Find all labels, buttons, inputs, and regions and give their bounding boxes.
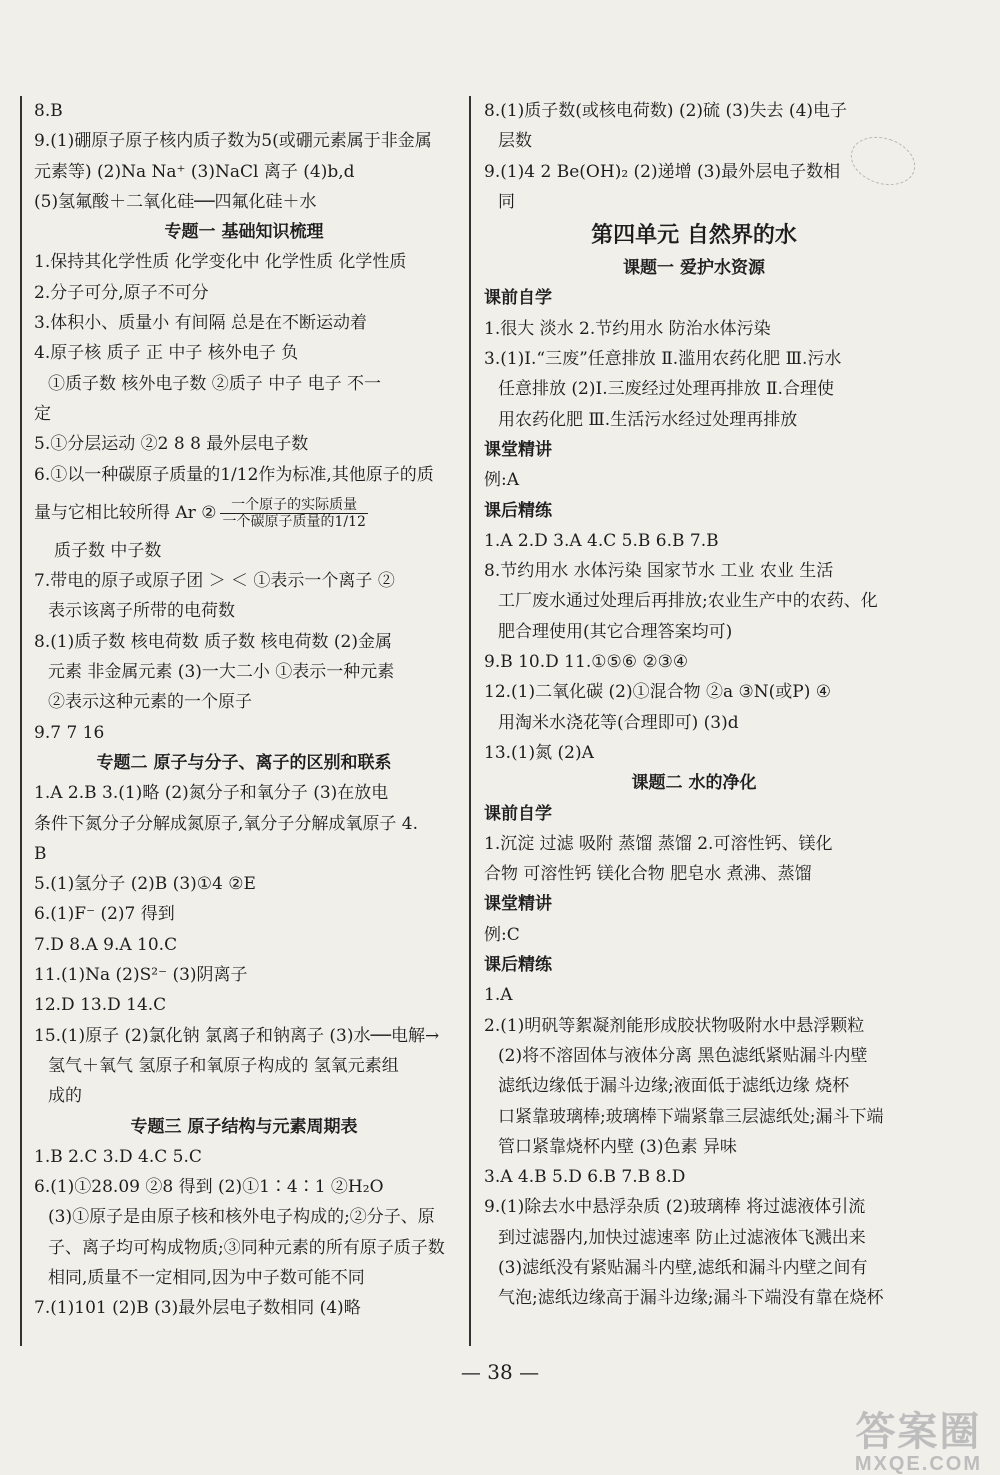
answer-text: 专题一 基础知识梳理 bbox=[164, 222, 324, 243]
answer-line bbox=[34, 960, 454, 990]
answer-line bbox=[34, 460, 454, 490]
answer-text: 1.A 2.D 3.A 4.C 5.B 6.B 7.B bbox=[484, 530, 719, 551]
answer-text: 8.(1)质子数(或核电荷数) (2)硫 (3)失去 (4)电子 bbox=[484, 101, 848, 121]
left-margin-rule bbox=[20, 96, 22, 1346]
answer-line bbox=[484, 889, 904, 919]
answer-text: 表示该离子所带的电荷数 bbox=[48, 601, 235, 622]
answer-line bbox=[484, 526, 904, 556]
answer-text: 例:A bbox=[484, 470, 520, 491]
answer-text: 第四单元 自然界的水 bbox=[591, 222, 797, 249]
answer-text: 合物 可溶性钙 镁化合物 肥皂水 煮沸、蒸馏 bbox=[484, 864, 812, 885]
answer-line bbox=[484, 920, 904, 950]
answer-line bbox=[34, 899, 454, 929]
answer-line bbox=[34, 1172, 454, 1202]
answer-text: 8.B bbox=[34, 101, 63, 121]
answer-line bbox=[484, 1102, 904, 1132]
answer-line bbox=[484, 405, 904, 435]
answer-text: 13.(1)氮 (2)A bbox=[484, 742, 594, 763]
answer-line bbox=[484, 1283, 904, 1313]
answer-text: 6.(1)F⁻ (2)7 得到 bbox=[34, 904, 175, 925]
answer-text: B bbox=[34, 843, 47, 864]
answer-text: 质子数 中子数 bbox=[54, 540, 162, 561]
answer-line bbox=[484, 435, 904, 465]
answer-line bbox=[34, 1112, 454, 1142]
answer-text: 9.(1)4 2 Be(OH)₂ (2)递增 (3)最外层电子数相 bbox=[484, 161, 841, 182]
answer-text: 管口紧靠烧杯内壁 (3)色素 异味 bbox=[498, 1136, 737, 1157]
answer-text: 工厂废水通过处理后再排放;农业生产中的农药、化 bbox=[498, 591, 878, 612]
answer-text: (3)滤纸没有紧贴漏斗内壁,滤纸和漏斗内壁之间有 bbox=[498, 1257, 868, 1278]
answer-text: 任意排放 (2)Ⅰ.三废经过处理再排放 Ⅱ.合理使 bbox=[498, 379, 834, 400]
answer-text: 例:C bbox=[484, 924, 520, 945]
atomic-mass-fraction bbox=[220, 497, 367, 530]
answer-line bbox=[34, 1081, 454, 1111]
answer-line bbox=[484, 314, 904, 344]
answer-text: 氢气＋氧气 氢原子和氧原子构成的 氢氧元素组 bbox=[48, 1055, 399, 1076]
answer-text: 相同,质量不一定相同,因为中子数可能不同 bbox=[48, 1267, 365, 1288]
answer-text: 肥合理使用(其它合理答案均可) bbox=[498, 621, 733, 642]
answer-line bbox=[34, 429, 454, 459]
answer-text: 成的 bbox=[48, 1086, 82, 1107]
answer-text: 口紧靠玻璃棒;玻璃棒下端紧靠三层滤纸处;漏斗下端 bbox=[498, 1106, 884, 1127]
answer-line bbox=[484, 217, 904, 253]
watermark-title: 答案圈 bbox=[855, 1410, 982, 1454]
answer-line bbox=[484, 126, 904, 156]
answer-line bbox=[484, 1041, 904, 1071]
answer-text: 4.原子核 质子 正 中子 核外电子 负 bbox=[34, 343, 299, 364]
answer-line bbox=[34, 1263, 454, 1293]
answer-text: 量与它相比较所得 Ar ② bbox=[34, 502, 217, 523]
answer-line bbox=[484, 157, 904, 187]
answer-line bbox=[484, 859, 904, 889]
answer-line bbox=[34, 247, 454, 277]
answer-text: 课题二 水的净化 bbox=[631, 773, 757, 794]
answer-text: 5.(1)氢分子 (2)B (3)①4 ②E bbox=[34, 874, 256, 895]
answer-line bbox=[34, 1051, 454, 1081]
answer-line bbox=[34, 990, 454, 1020]
answer-line bbox=[484, 253, 904, 283]
answer-text: 到过滤器内,加快过滤速率 防止过滤液体飞溅出来 bbox=[498, 1227, 866, 1248]
answer-text: 滤纸边缘低于漏斗边缘;液面低于滤纸边缘 烧杯 bbox=[498, 1076, 850, 1097]
answer-line bbox=[484, 829, 904, 859]
answer-line bbox=[34, 490, 454, 536]
answer-text: 气泡;滤纸边缘高于漏斗边缘;漏斗下端没有靠在烧杯 bbox=[498, 1288, 884, 1309]
answer-line bbox=[484, 1253, 904, 1283]
answer-text: 5.①分层运动 ②2 8 8 最外层电子数 bbox=[34, 434, 309, 455]
answer-text: 9.B 10.D 11.①⑤⑥ ②③④ bbox=[484, 652, 689, 673]
answer-line bbox=[34, 1202, 454, 1232]
answer-line bbox=[34, 930, 454, 960]
watermark-logo bbox=[855, 1410, 982, 1474]
fraction-numerator: 一个原子的实际质量 bbox=[220, 497, 367, 514]
answer-text: 2.(1)明矾等絮凝剂能形成胶状物吸附水中悬浮颗粒 bbox=[484, 1015, 865, 1036]
answer-line bbox=[34, 566, 454, 596]
answer-line bbox=[34, 126, 454, 156]
answer-line bbox=[484, 1162, 904, 1192]
answer-line bbox=[34, 217, 454, 247]
answer-text: 条件下氮分子分解成氮原子,氧分子分解成氧原子 4. bbox=[34, 813, 419, 834]
answer-text: 用淘米水浇花等(合理即可) (3)d bbox=[498, 712, 739, 733]
answer-line bbox=[484, 496, 904, 526]
answer-line bbox=[484, 647, 904, 677]
answer-text: 子、离子均可构成物质;③同种元素的所有原子质子数 bbox=[48, 1237, 445, 1258]
answer-line bbox=[34, 399, 454, 429]
answer-text: (5)氢氟酸＋二氧化硅──四氟化硅＋水 bbox=[34, 191, 317, 212]
answer-line bbox=[34, 809, 454, 839]
answer-text: 课堂精讲 bbox=[484, 894, 552, 915]
answer-line bbox=[34, 687, 454, 717]
column-divider bbox=[469, 96, 471, 1346]
answer-line bbox=[484, 980, 904, 1010]
answer-text: 层数 bbox=[498, 131, 532, 152]
answer-line bbox=[484, 465, 904, 495]
answer-text: 6.①以一种碳原子质量的1/12作为标准,其他原子的质 bbox=[34, 464, 434, 485]
answer-line bbox=[484, 768, 904, 798]
answer-text: 3.A 4.B 5.D 6.B 7.B 8.D bbox=[484, 1167, 686, 1188]
answer-line bbox=[34, 1233, 454, 1263]
answer-text: 3.体积小、质量小 有间隔 总是在不断运动着 bbox=[34, 313, 368, 334]
answer-text: 课堂精讲 bbox=[484, 439, 552, 460]
answer-line bbox=[484, 96, 904, 126]
answer-line bbox=[484, 344, 904, 374]
answer-text: 15.(1)原子 (2)氯化钠 氯离子和钠离子 (3)水──电解→ bbox=[34, 1025, 440, 1046]
answer-text: 1.A bbox=[484, 985, 513, 1006]
answer-text: 同 bbox=[498, 191, 515, 212]
answer-line bbox=[34, 869, 454, 899]
answer-line bbox=[34, 1293, 454, 1323]
answer-line bbox=[34, 187, 454, 217]
answer-line bbox=[484, 799, 904, 829]
answer-line bbox=[484, 617, 904, 647]
answer-text: 课前自学 bbox=[484, 803, 552, 824]
answer-text: (3)①原子是由原子核和核外电子构成的;②分子、原 bbox=[48, 1207, 435, 1228]
answer-text: 3.(1)Ⅰ.“三废”任意排放 Ⅱ.滥用农药化肥 Ⅲ.污水 bbox=[484, 349, 842, 370]
answer-text: 7.带电的原子或原子团 ＞ ＜ ①表示一个离子 ② bbox=[34, 571, 395, 592]
answer-text: 专题三 原子结构与元素周期表 bbox=[130, 1116, 358, 1137]
answer-text: 元素 非金属元素 (3)一大二小 ①表示一种元素 bbox=[48, 662, 395, 683]
answer-text: 课后精练 bbox=[484, 955, 552, 976]
answer-text: 1.很大 淡水 2.节约用水 防治水体污染 bbox=[484, 318, 771, 339]
answer-text: 9.(1)除去水中悬浮杂质 (2)玻璃棒 将过滤液体引流 bbox=[484, 1197, 866, 1218]
answer-text: 元素等) (2)Na Na⁺ (3)NaCl 离子 (4)b,d bbox=[34, 161, 355, 182]
answer-text: (2)将不溶固体与液体分离 黑色滤纸紧贴漏斗内壁 bbox=[498, 1045, 868, 1066]
answer-line bbox=[484, 1192, 904, 1222]
left-column bbox=[34, 96, 454, 1324]
answer-line bbox=[484, 374, 904, 404]
answer-line bbox=[34, 718, 454, 748]
answer-line bbox=[34, 1021, 454, 1051]
answer-text: 课后精练 bbox=[484, 500, 552, 521]
answer-text: 6.(1)①28.09 ②8 得到 (2)①1∶4∶1 ②H₂O bbox=[34, 1177, 384, 1198]
answer-line bbox=[484, 708, 904, 738]
answer-text: 12.D 13.D 14.C bbox=[34, 995, 167, 1016]
answer-text: ②表示这种元素的一个原子 bbox=[48, 692, 252, 713]
page-number: — 38 — bbox=[460, 1360, 540, 1384]
answer-line bbox=[34, 839, 454, 869]
watermark-url: MXQE.COM bbox=[854, 1453, 982, 1475]
answer-line bbox=[34, 369, 454, 399]
answer-text: 1.保持其化学性质 化学变化中 化学性质 化学性质 bbox=[34, 252, 407, 273]
answer-text: 12.(1)二氧化碳 (2)①混合物 ②a ③N(或P) ④ bbox=[484, 682, 832, 703]
answer-line bbox=[484, 556, 904, 586]
answer-text: ①质子数 核外电子数 ②质子 中子 电子 不一 bbox=[48, 373, 382, 394]
answer-text: 用农药化肥 Ⅲ.生活污水经过处理再排放 bbox=[498, 409, 798, 430]
fraction-denominator: 一个碳原子质量的1/12 bbox=[222, 513, 366, 530]
answer-line bbox=[34, 157, 454, 187]
answer-line bbox=[484, 1132, 904, 1162]
answer-line bbox=[34, 778, 454, 808]
answer-line bbox=[484, 738, 904, 768]
right-column bbox=[484, 96, 904, 1314]
answer-line bbox=[34, 338, 454, 368]
answer-line bbox=[484, 283, 904, 313]
answer-text: 2.分子可分,原子不可分 bbox=[34, 282, 209, 303]
answer-line bbox=[484, 677, 904, 707]
answer-text: 11.(1)Na (2)S²⁻ (3)阴离子 bbox=[34, 965, 248, 986]
answer-text: 8.节约用水 水体污染 国家节水 工业 农业 生活 bbox=[484, 561, 834, 582]
answer-line bbox=[34, 657, 454, 687]
answer-line bbox=[484, 950, 904, 980]
answer-text: 1.B 2.C 3.D 4.C 5.C bbox=[34, 1146, 202, 1167]
answer-text: 9.(1)硼原子原子核内质子数为5(或硼元素属于非金属 bbox=[34, 131, 432, 152]
answer-text: 定 bbox=[34, 403, 51, 424]
answer-line bbox=[34, 596, 454, 626]
answer-line bbox=[34, 1142, 454, 1172]
answer-text: 7.(1)101 (2)B (3)最外层电子数相同 (4)略 bbox=[34, 1298, 361, 1319]
answer-line bbox=[484, 586, 904, 616]
answer-text: 9.7 7 16 bbox=[34, 722, 105, 743]
answer-text: 8.(1)质子数 核电荷数 质子数 核电荷数 (2)金属 bbox=[34, 631, 392, 652]
answer-line bbox=[34, 278, 454, 308]
answer-text: 1.A 2.B 3.(1)略 (2)氮分子和氧分子 (3)在放电 bbox=[34, 783, 389, 804]
answer-line bbox=[34, 96, 454, 126]
answer-line bbox=[34, 748, 454, 778]
answer-line bbox=[484, 1071, 904, 1101]
answer-text: 课题一 爱护水资源 bbox=[623, 258, 765, 279]
answer-line bbox=[484, 187, 904, 217]
answer-text: 专题二 原子与分子、离子的区别和联系 bbox=[96, 752, 392, 773]
answer-line bbox=[34, 308, 454, 338]
answer-text: 1.沉淀 过滤 吸附 蒸馏 蒸馏 2.可溶性钙、镁化 bbox=[484, 833, 833, 854]
answer-text: 课前自学 bbox=[484, 288, 552, 309]
answer-line bbox=[484, 1223, 904, 1253]
answer-line bbox=[34, 536, 454, 566]
answer-line bbox=[34, 627, 454, 657]
answer-text: 7.D 8.A 9.A 10.C bbox=[34, 934, 178, 955]
answer-line bbox=[484, 1011, 904, 1041]
